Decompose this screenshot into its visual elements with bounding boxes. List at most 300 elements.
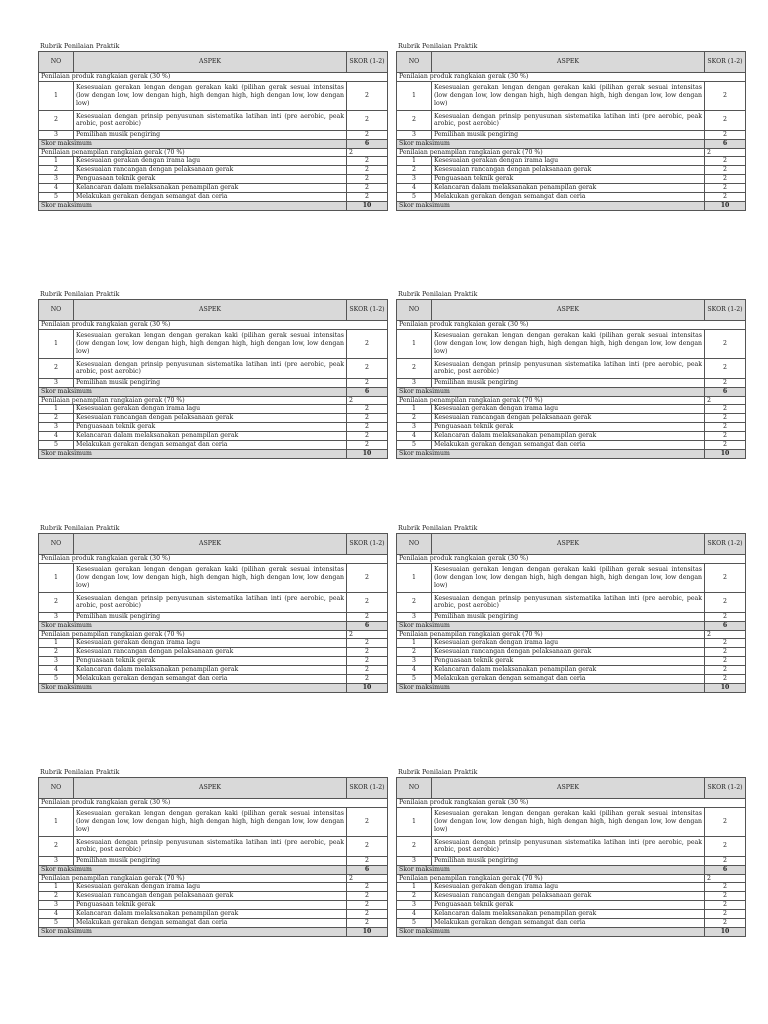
row-no: 3 [397, 657, 432, 666]
row-skor: 2 [705, 110, 746, 130]
section-b-title: Penilaian penampilan rangkaian gerak (70 %) [397, 148, 705, 157]
table-row [397, 563, 746, 592]
row-skor: 2 [347, 193, 388, 202]
row-no: 3 [397, 378, 432, 387]
row-no: 2 [39, 110, 74, 130]
table-row [39, 563, 388, 592]
table-row [39, 836, 388, 856]
row-skor: 2 [347, 666, 388, 675]
section-b-title: Penilaian penampilan rangkaian gerak (70 %) [39, 148, 347, 157]
section-a-row [39, 799, 388, 808]
max-score-label: Skor maksimum [39, 387, 347, 396]
table-row [397, 901, 746, 910]
section-b-title: Penilaian penampilan rangkaian gerak (70 %) [39, 874, 347, 883]
row-no: 5 [397, 193, 432, 202]
max-score-label: Skor maksimum [397, 684, 705, 693]
section-b-title: Penilaian penampilan rangkaian gerak (70 %) [397, 874, 705, 883]
table-row [39, 883, 388, 892]
max-score-row [397, 450, 746, 459]
table-row [397, 423, 746, 432]
row-no: 1 [39, 639, 74, 648]
row-skor: 2 [347, 157, 388, 166]
row-no: 2 [397, 110, 432, 130]
row-no: 2 [397, 414, 432, 423]
rubric-card [396, 768, 746, 937]
row-aspek: Kesesuaian gerakan lengan dengan gerakan kaki (pilihan gerak sesuai intensitas (low dengan low, low dengan high, high dengan high, high dengan low, low dengan low) [432, 81, 705, 110]
row-aspek: Melakukan gerakan dengan semangat dan ceria [74, 441, 347, 450]
row-no: 3 [39, 423, 74, 432]
row-skor: 2 [705, 657, 746, 666]
row-aspek: Kesesuaian rancangan dengan pelaksanaan gerak [432, 414, 705, 423]
section-b-skor: 2 [347, 396, 388, 405]
table-row [39, 193, 388, 202]
rubric-table [38, 51, 388, 211]
row-skor: 2 [705, 81, 746, 110]
row-no: 1 [39, 563, 74, 592]
row-no: 1 [397, 157, 432, 166]
max-score-value: 6 [705, 139, 746, 148]
section-b-skor: 2 [705, 148, 746, 157]
section-a-title: Penilaian produk rangkaian gerak (30 %) [39, 799, 388, 808]
row-skor: 2 [347, 441, 388, 450]
table-header-row [397, 52, 746, 73]
rubric-card [38, 524, 388, 693]
header-aspek: ASPEK [74, 300, 347, 321]
row-aspek: Kesesuaian rancangan dengan pelaksanaan gerak [74, 166, 347, 175]
row-skor: 2 [347, 329, 388, 358]
row-aspek: Kelancaran dalam melaksanakan penampilan gerak [74, 184, 347, 193]
section-a-title: Penilaian produk rangkaian gerak (30 %) [397, 799, 746, 808]
rubric-caption: Rubrik Penilaian Praktik [40, 42, 120, 50]
max-score-label: Skor maksimum [397, 450, 705, 459]
row-no: 3 [39, 657, 74, 666]
row-aspek: Kesesuaian rancangan dengan pelaksanaan gerak [432, 648, 705, 657]
row-no: 2 [397, 836, 432, 856]
table-header-row [397, 534, 746, 555]
section-a-title: Penilaian produk rangkaian gerak (30 %) [39, 555, 388, 564]
max-score-row [39, 928, 388, 937]
row-no: 4 [397, 910, 432, 919]
header-skor: SKOR (1-2) [347, 52, 388, 73]
row-aspek: Kesesuaian dengan prinsip penyusunan sistematika latihan inti (pre aerobic, peak arobic, post aerobic) [74, 358, 347, 378]
row-no: 2 [39, 592, 74, 612]
row-aspek: Kesesuaian gerakan dengan irama lagu [74, 883, 347, 892]
row-skor: 2 [705, 329, 746, 358]
row-aspek: Penguasaan teknik gerak [432, 901, 705, 910]
row-aspek: Melakukan gerakan dengan semangat dan ceria [432, 919, 705, 928]
max-score-value: 10 [705, 684, 746, 693]
max-score-value: 10 [347, 928, 388, 937]
table-row [39, 648, 388, 657]
table-header-row [39, 52, 388, 73]
row-skor: 2 [347, 883, 388, 892]
row-aspek: Kelancaran dalam melaksanakan penampilan gerak [74, 910, 347, 919]
table-row [39, 110, 388, 130]
row-aspek: Kesesuaian rancangan dengan pelaksanaan gerak [74, 892, 347, 901]
table-row [397, 666, 746, 675]
row-skor: 2 [347, 892, 388, 901]
max-score-label: Skor maksimum [397, 928, 705, 937]
table-row [39, 157, 388, 166]
max-score-row [397, 202, 746, 211]
row-aspek: Kesesuaian gerakan dengan irama lagu [432, 405, 705, 414]
row-skor: 2 [705, 883, 746, 892]
row-skor: 2 [705, 358, 746, 378]
row-aspek: Penguasaan teknik gerak [74, 175, 347, 184]
max-score-row [397, 928, 746, 937]
row-no: 2 [39, 648, 74, 657]
row-skor: 2 [705, 432, 746, 441]
section-b-title: Penilaian penampilan rangkaian gerak (70 %) [39, 396, 347, 405]
table-row [397, 657, 746, 666]
max-score-row [397, 387, 746, 396]
rubric-table [396, 299, 746, 459]
max-score-row [39, 139, 388, 148]
row-aspek: Kesesuaian gerakan dengan irama lagu [74, 405, 347, 414]
row-aspek: Penguasaan teknik gerak [74, 423, 347, 432]
row-aspek: Pemilihan musik pengiring [74, 130, 347, 139]
table-row [39, 919, 388, 928]
row-no: 3 [397, 856, 432, 865]
table-row [397, 910, 746, 919]
header-no: NO [397, 300, 432, 321]
table-row [39, 657, 388, 666]
max-score-value: 6 [347, 621, 388, 630]
section-b-title: Penilaian penampilan rangkaian gerak (70 %) [397, 630, 705, 639]
row-aspek: Kesesuaian rancangan dengan pelaksanaan gerak [74, 414, 347, 423]
row-no: 3 [39, 901, 74, 910]
table-row [39, 666, 388, 675]
row-aspek: Kesesuaian gerakan lengan dengan gerakan kaki (pilihan gerak sesuai intensitas (low dengan low, low dengan high, high dengan high, high dengan low, low dengan low) [74, 807, 347, 836]
row-no: 4 [39, 666, 74, 675]
rubric-table [38, 533, 388, 693]
table-row [39, 807, 388, 836]
row-skor: 2 [705, 184, 746, 193]
section-b-skor: 2 [705, 396, 746, 405]
table-row [39, 130, 388, 139]
rubric-caption: Rubrik Penilaian Praktik [398, 42, 478, 50]
section-b-skor: 2 [705, 874, 746, 883]
row-no: 5 [397, 919, 432, 928]
row-aspek: Melakukan gerakan dengan semangat dan ceria [74, 919, 347, 928]
table-row [397, 807, 746, 836]
row-skor: 2 [705, 836, 746, 856]
table-row [39, 81, 388, 110]
table-row [397, 883, 746, 892]
row-no: 5 [39, 193, 74, 202]
row-aspek: Penguasaan teknik gerak [432, 423, 705, 432]
row-no: 1 [397, 883, 432, 892]
max-score-value: 6 [705, 387, 746, 396]
row-aspek: Melakukan gerakan dengan semangat dan ceria [432, 675, 705, 684]
row-aspek: Penguasaan teknik gerak [74, 657, 347, 666]
table-row [39, 432, 388, 441]
section-a-row [397, 73, 746, 82]
row-no: 5 [39, 675, 74, 684]
row-aspek: Pemilihan musik pengiring [432, 856, 705, 865]
table-row [397, 81, 746, 110]
row-skor: 2 [705, 856, 746, 865]
row-aspek: Penguasaan teknik gerak [74, 901, 347, 910]
row-aspek: Kesesuaian dengan prinsip penyusunan sistematika latihan inti (pre aerobic, peak arobic, post aerobic) [74, 836, 347, 856]
table-row [39, 901, 388, 910]
section-b-row [397, 396, 746, 405]
table-header-row [397, 300, 746, 321]
row-skor: 2 [347, 175, 388, 184]
table-row [397, 193, 746, 202]
row-no: 3 [39, 378, 74, 387]
max-score-label: Skor maksimum [397, 139, 705, 148]
table-row [39, 612, 388, 621]
rubric-card [38, 42, 388, 211]
max-score-value: 6 [347, 387, 388, 396]
row-skor: 2 [705, 807, 746, 836]
section-a-title: Penilaian produk rangkaian gerak (30 %) [397, 321, 746, 330]
table-row [39, 892, 388, 901]
rubric-caption: Rubrik Penilaian Praktik [398, 290, 478, 298]
row-no: 3 [39, 175, 74, 184]
row-skor: 2 [347, 423, 388, 432]
row-aspek: Pemilihan musik pengiring [432, 378, 705, 387]
header-skor: SKOR (1-2) [705, 52, 746, 73]
row-aspek: Kesesuaian gerakan dengan irama lagu [74, 639, 347, 648]
row-aspek: Kelancaran dalam melaksanakan penampilan gerak [432, 432, 705, 441]
row-no: 2 [39, 836, 74, 856]
row-skor: 2 [705, 423, 746, 432]
section-b-title: Penilaian penampilan rangkaian gerak (70 %) [397, 396, 705, 405]
section-a-title: Penilaian produk rangkaian gerak (30 %) [397, 73, 746, 82]
row-no: 4 [397, 666, 432, 675]
section-b-row [397, 874, 746, 883]
row-skor: 2 [347, 81, 388, 110]
row-skor: 2 [347, 657, 388, 666]
row-aspek: Kesesuaian gerakan lengan dengan gerakan kaki (pilihan gerak sesuai intensitas (low dengan low, low dengan high, high dengan high, high dengan low, low dengan low) [432, 563, 705, 592]
table-row [39, 414, 388, 423]
header-skor: SKOR (1-2) [705, 778, 746, 799]
max-score-label: Skor maksimum [39, 139, 347, 148]
section-a-row [39, 321, 388, 330]
table-row [39, 423, 388, 432]
header-no: NO [39, 300, 74, 321]
section-a-title: Penilaian produk rangkaian gerak (30 %) [39, 73, 388, 82]
header-aspek: ASPEK [74, 534, 347, 555]
table-row [397, 432, 746, 441]
table-row [39, 639, 388, 648]
table-row [397, 592, 746, 612]
section-a-title: Penilaian produk rangkaian gerak (30 %) [397, 555, 746, 564]
max-score-label: Skor maksimum [39, 684, 347, 693]
table-row [397, 414, 746, 423]
table-row [397, 166, 746, 175]
rubric-caption: Rubrik Penilaian Praktik [40, 524, 120, 532]
row-no: 3 [397, 901, 432, 910]
row-no: 2 [397, 892, 432, 901]
table-row [397, 856, 746, 865]
rubric-table [396, 777, 746, 937]
header-no: NO [397, 52, 432, 73]
row-skor: 2 [347, 612, 388, 621]
max-score-row [39, 202, 388, 211]
table-row [397, 441, 746, 450]
max-score-label: Skor maksimum [39, 865, 347, 874]
header-aspek: ASPEK [74, 52, 347, 73]
row-skor: 2 [705, 175, 746, 184]
table-header-row [39, 778, 388, 799]
header-skor: SKOR (1-2) [705, 534, 746, 555]
table-row [39, 592, 388, 612]
row-no: 5 [397, 675, 432, 684]
table-row [397, 612, 746, 621]
row-no: 4 [397, 184, 432, 193]
header-aspek: ASPEK [74, 778, 347, 799]
row-aspek: Kesesuaian gerakan lengan dengan gerakan kaki (pilihan gerak sesuai intensitas (low dengan low, low dengan high, high dengan high, high dengan low, low dengan low) [74, 563, 347, 592]
max-score-label: Skor maksimum [39, 928, 347, 937]
row-skor: 2 [705, 901, 746, 910]
row-skor: 2 [705, 612, 746, 621]
rubric-card [396, 42, 746, 211]
row-aspek: Kelancaran dalam melaksanakan penampilan gerak [74, 666, 347, 675]
header-aspek: ASPEK [432, 534, 705, 555]
row-aspek: Melakukan gerakan dengan semangat dan ceria [432, 441, 705, 450]
table-row [39, 405, 388, 414]
row-aspek: Kesesuaian gerakan dengan irama lagu [432, 639, 705, 648]
row-skor: 2 [705, 675, 746, 684]
row-skor: 2 [705, 193, 746, 202]
max-score-row [39, 865, 388, 874]
max-score-value: 10 [705, 928, 746, 937]
header-no: NO [397, 778, 432, 799]
row-no: 1 [39, 807, 74, 836]
row-aspek: Pemilihan musik pengiring [74, 378, 347, 387]
header-aspek: ASPEK [432, 300, 705, 321]
table-row [397, 184, 746, 193]
rubric-card [396, 524, 746, 693]
rubric-caption: Rubrik Penilaian Praktik [40, 290, 120, 298]
row-aspek: Kesesuaian dengan prinsip penyusunan sistematika latihan inti (pre aerobic, peak arobic, post aerobic) [432, 110, 705, 130]
rubric-caption: Rubrik Penilaian Praktik [398, 524, 478, 532]
row-aspek: Kesesuaian rancangan dengan pelaksanaan gerak [74, 648, 347, 657]
row-aspek: Kesesuaian rancangan dengan pelaksanaan gerak [432, 166, 705, 175]
row-skor: 2 [347, 358, 388, 378]
max-score-label: Skor maksimum [39, 621, 347, 630]
row-aspek: Kesesuaian dengan prinsip penyusunan sistematika latihan inti (pre aerobic, peak arobic, post aerobic) [432, 358, 705, 378]
row-aspek: Pemilihan musik pengiring [74, 856, 347, 865]
row-skor: 2 [347, 378, 388, 387]
row-no: 3 [39, 856, 74, 865]
row-no: 3 [397, 130, 432, 139]
max-score-row [397, 621, 746, 630]
section-b-title: Penilaian penampilan rangkaian gerak (70 %) [39, 630, 347, 639]
row-no: 1 [397, 405, 432, 414]
rubric-table [38, 777, 388, 937]
section-b-row [397, 630, 746, 639]
row-skor: 2 [705, 639, 746, 648]
row-no: 3 [397, 423, 432, 432]
row-skor: 2 [347, 648, 388, 657]
row-no: 5 [39, 441, 74, 450]
header-no: NO [39, 778, 74, 799]
row-no: 1 [39, 157, 74, 166]
row-no: 1 [397, 639, 432, 648]
row-aspek: Melakukan gerakan dengan semangat dan ceria [74, 675, 347, 684]
row-aspek: Kesesuaian rancangan dengan pelaksanaan gerak [432, 892, 705, 901]
section-b-skor: 2 [705, 630, 746, 639]
max-score-row [397, 865, 746, 874]
row-aspek: Kelancaran dalam melaksanakan penampilan gerak [74, 432, 347, 441]
table-row [397, 639, 746, 648]
row-aspek: Kesesuaian gerakan dengan irama lagu [74, 157, 347, 166]
row-skor: 2 [705, 892, 746, 901]
max-score-value: 6 [705, 865, 746, 874]
table-row [39, 910, 388, 919]
row-skor: 2 [347, 130, 388, 139]
row-skor: 2 [347, 910, 388, 919]
section-b-row [39, 874, 388, 883]
max-score-value: 10 [705, 450, 746, 459]
section-a-row [397, 799, 746, 808]
row-aspek: Kesesuaian gerakan lengan dengan gerakan kaki (pilihan gerak sesuai intensitas (low dengan low, low dengan high, high dengan high, high dengan low, low dengan low) [432, 807, 705, 836]
max-score-label: Skor maksimum [397, 865, 705, 874]
table-row [397, 329, 746, 358]
row-skor: 2 [347, 807, 388, 836]
max-score-label: Skor maksimum [39, 202, 347, 211]
row-aspek: Penguasaan teknik gerak [432, 657, 705, 666]
row-no: 1 [397, 563, 432, 592]
section-b-skor: 2 [347, 148, 388, 157]
row-skor: 2 [347, 592, 388, 612]
table-row [397, 358, 746, 378]
max-score-value: 10 [347, 450, 388, 459]
row-aspek: Pemilihan musik pengiring [432, 612, 705, 621]
max-score-label: Skor maksimum [397, 387, 705, 396]
row-skor: 2 [705, 157, 746, 166]
section-b-skor: 2 [347, 874, 388, 883]
row-no: 4 [39, 910, 74, 919]
row-skor: 2 [705, 666, 746, 675]
table-row [39, 329, 388, 358]
row-aspek: Kesesuaian dengan prinsip penyusunan sistematika latihan inti (pre aerobic, peak arobic, post aerobic) [432, 836, 705, 856]
header-no: NO [397, 534, 432, 555]
rubric-table [38, 299, 388, 459]
row-skor: 2 [347, 675, 388, 684]
max-score-row [39, 684, 388, 693]
row-aspek: Kesesuaian dengan prinsip penyusunan sistematika latihan inti (pre aerobic, peak arobic, post aerobic) [432, 592, 705, 612]
max-score-row [397, 684, 746, 693]
row-skor: 2 [705, 405, 746, 414]
row-skor: 2 [705, 910, 746, 919]
header-aspek: ASPEK [432, 52, 705, 73]
row-no: 2 [397, 166, 432, 175]
row-skor: 2 [705, 414, 746, 423]
row-no: 3 [397, 175, 432, 184]
row-skor: 2 [705, 378, 746, 387]
row-aspek: Pemilihan musik pengiring [74, 612, 347, 621]
max-score-row [39, 387, 388, 396]
row-no: 1 [397, 81, 432, 110]
rubric-card [396, 290, 746, 459]
table-row [39, 856, 388, 865]
row-aspek: Kelancaran dalam melaksanakan penampilan gerak [432, 910, 705, 919]
section-a-row [397, 555, 746, 564]
row-aspek: Penguasaan teknik gerak [432, 175, 705, 184]
row-no: 2 [39, 358, 74, 378]
table-row [397, 675, 746, 684]
table-row [39, 175, 388, 184]
table-row [39, 378, 388, 387]
row-no: 2 [39, 892, 74, 901]
rubric-caption: Rubrik Penilaian Praktik [398, 768, 478, 776]
table-row [39, 675, 388, 684]
